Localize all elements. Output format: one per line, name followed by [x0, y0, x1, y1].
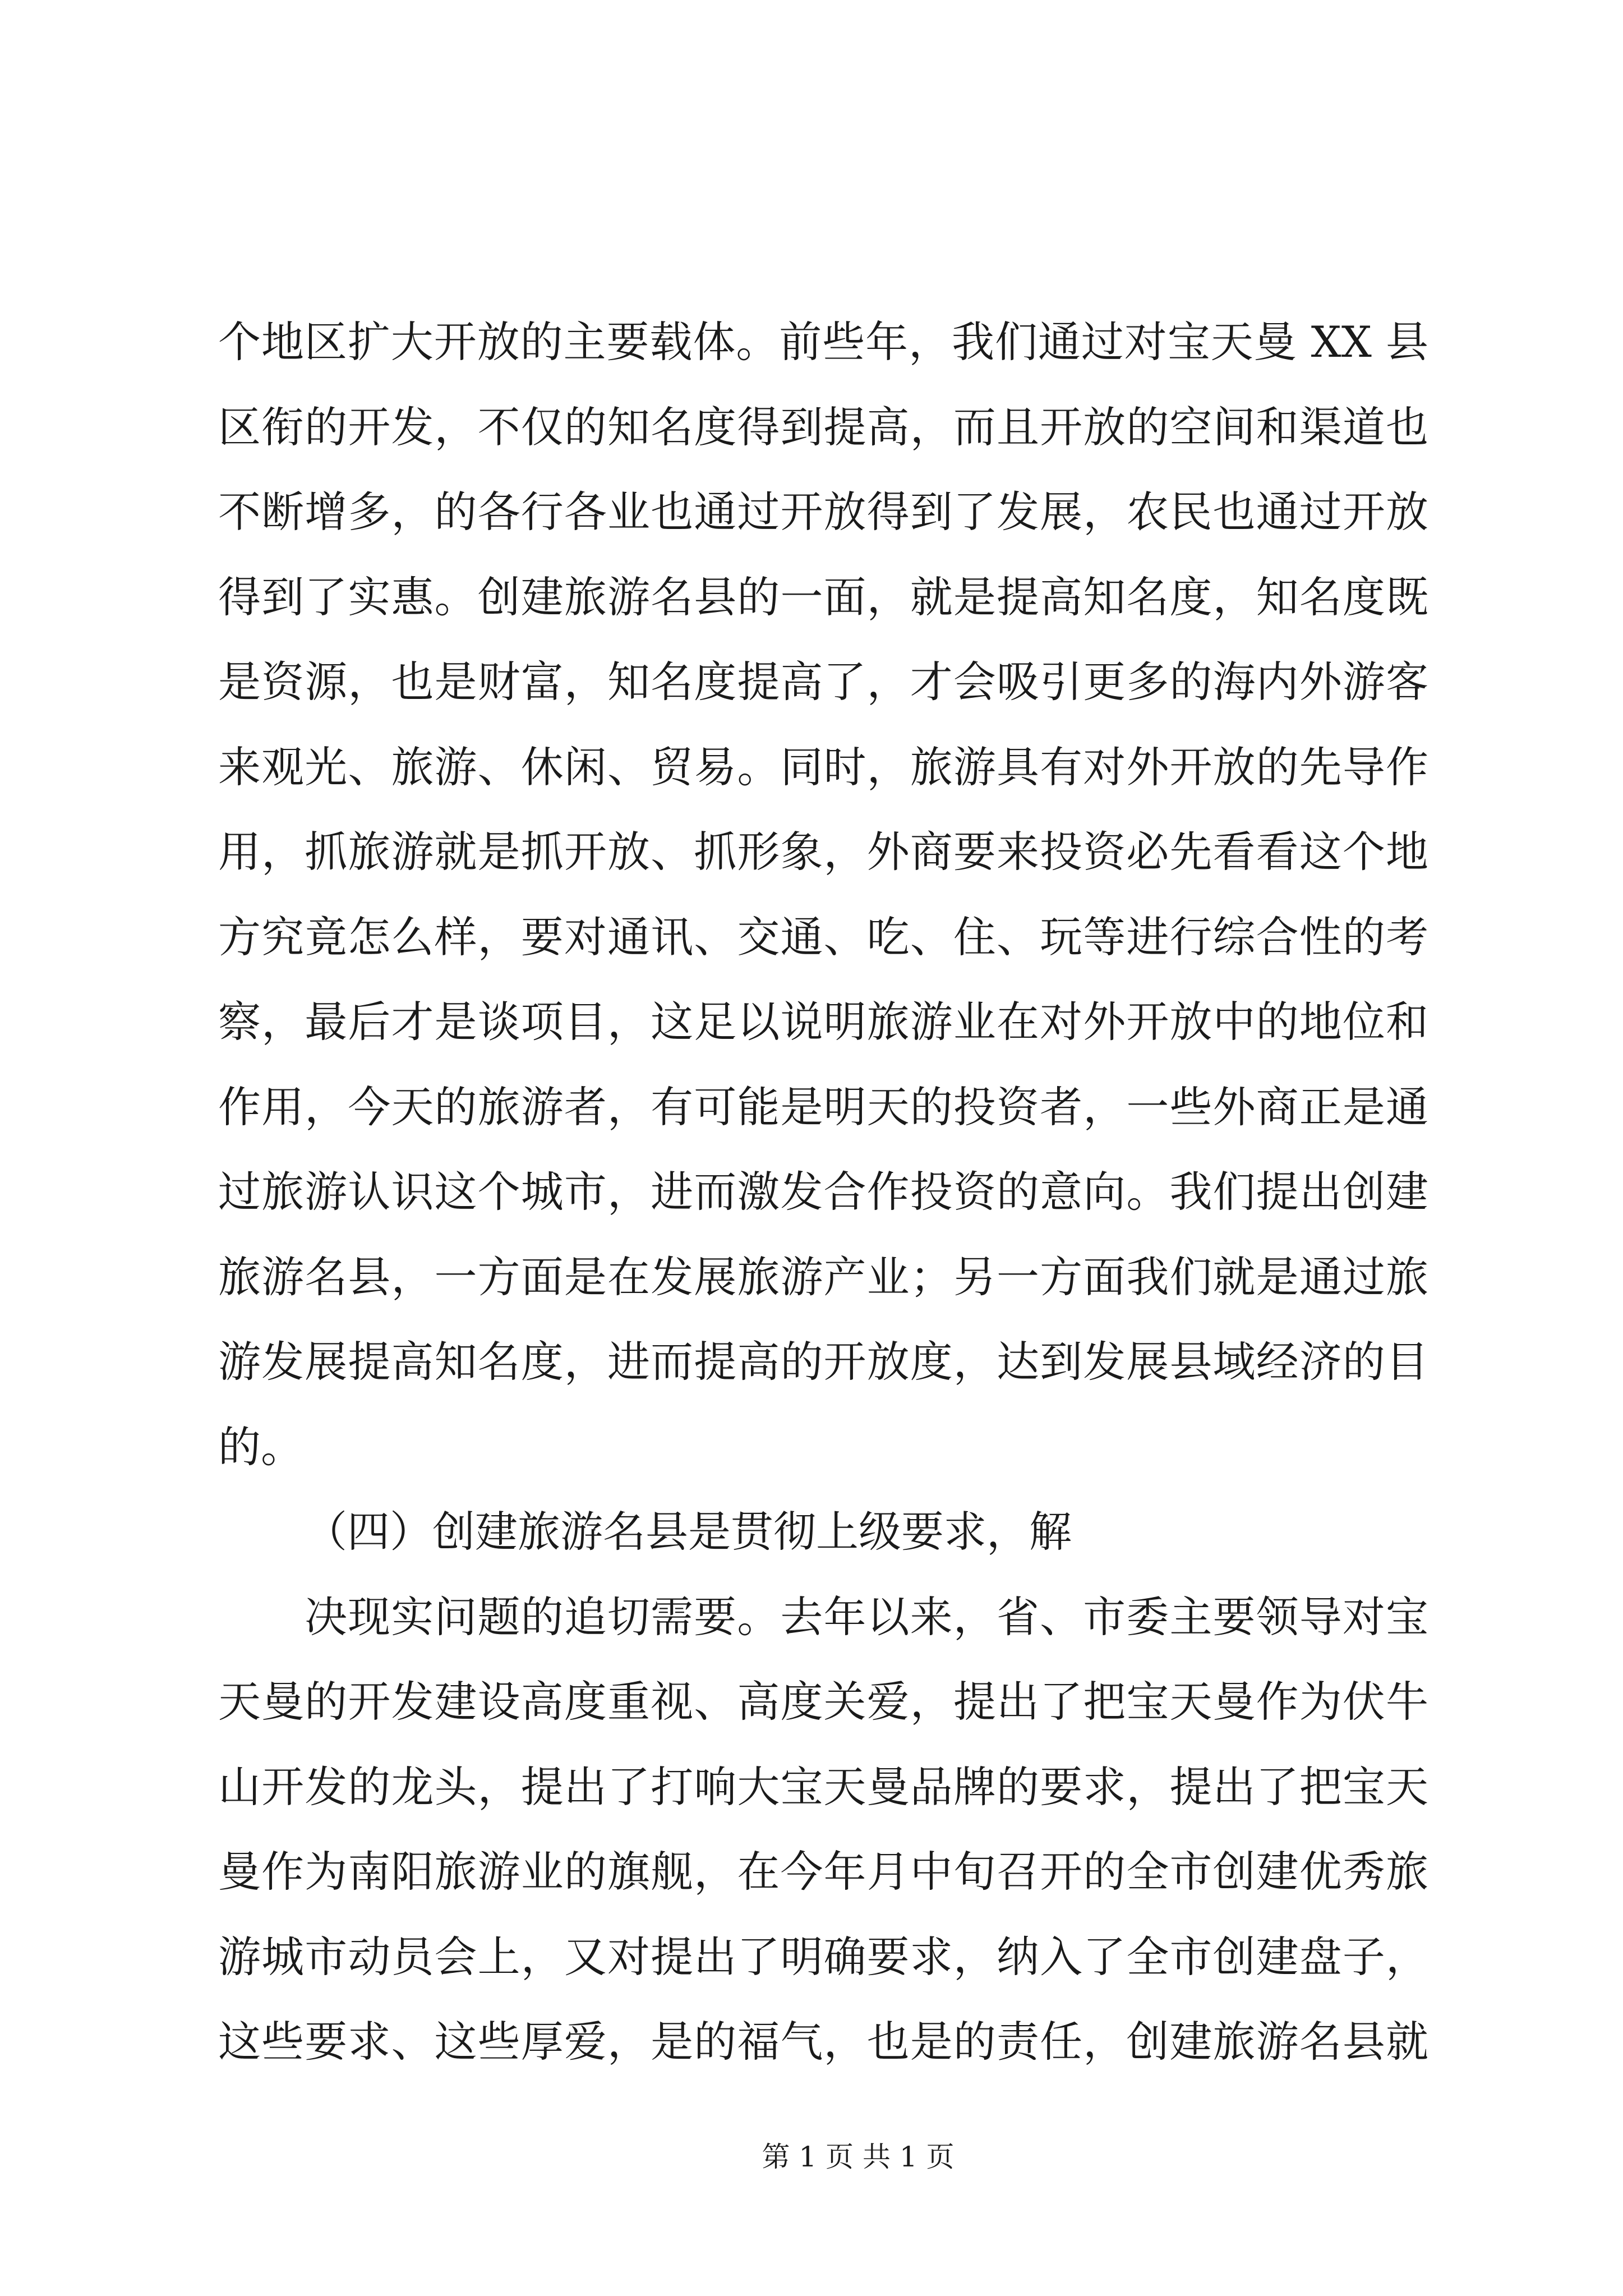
body-line: 得到了实惠。创建旅游名县的一面，就是提高知名度，知名度既 [218, 572, 1428, 622]
body-line: 方究竟怎么样，要对通讯、交通、吃、住、玩等进行综合性的考 [218, 912, 1428, 962]
body-line: 来观光、旅游、休闲、贸易。同时，旅游具有对外开放的先导作 [218, 742, 1428, 792]
body-line: 决现实问题的追切需要。去年以来，省、市委主要领导对宝 [305, 1591, 1428, 1642]
section-heading: （四）创建旅游名县是贯彻上级要求，解 [305, 1507, 1072, 1557]
body-line: 用，抓旅游就是抓开放、抓形象，外商要来投资必先看看这个地 [218, 827, 1428, 877]
body-line: 这些要求、这些厚爱，是的福气，也是的责任，创建旅游名县就 [218, 2017, 1428, 2067]
body-line: 是资源，也是财富，知名度提高了，才会吸引更多的海内外游客 [218, 657, 1428, 707]
body-line: 不断增多，的各行各业也通过开放得到了发展，农民也通过开放 [218, 487, 1428, 537]
body-line: 山开发的龙头，提出了打响大宝天曼品牌的要求，提出了把宝天 [218, 1761, 1428, 1812]
body-line: 察，最后才是谈项目，这足以说明旅游业在对外开放中的地位和 [218, 997, 1428, 1047]
page-footer: 第 1 页 共 1 页 [762, 2141, 955, 2173]
body-line: 旅游名县，一方面是在发展旅游产业；另一方面我们就是通过旅 [218, 1251, 1428, 1302]
body-line: 的。 [218, 1421, 303, 1472]
body-line: 游发展提高知名度，进而提高的开放度，达到发展县域经济的目 [218, 1337, 1428, 1387]
body-line: 天曼的开发建设高度重视、高度关爱，提出了把宝天曼作为伏牛 [218, 1677, 1428, 1727]
body-line: 过旅游认识这个城市，进而激发合作投资的意向。我们提出创建 [218, 1167, 1428, 1217]
body-line: 区衔的开发，不仅的知名度得到提高，而且开放的空间和渠道也 [218, 402, 1428, 452]
body-line: 个地区扩大开放的主要载体。前些年，我们通过对宝天曼 XX 县 [218, 317, 1428, 367]
body-line: 游城市动员会上，又对提出了明确要求，纳入了全市创建盘子， [218, 1931, 1428, 1982]
body-text [218, 300, 1428, 2085]
body-line: 曼作为南阳旅游业的旗舰，在今年月中旬召开的全市创建优秀旅 [218, 1847, 1428, 1897]
body-line: 作用，今天的旅游者，有可能是明天的投资者，一些外商正是通 [218, 1082, 1428, 1132]
